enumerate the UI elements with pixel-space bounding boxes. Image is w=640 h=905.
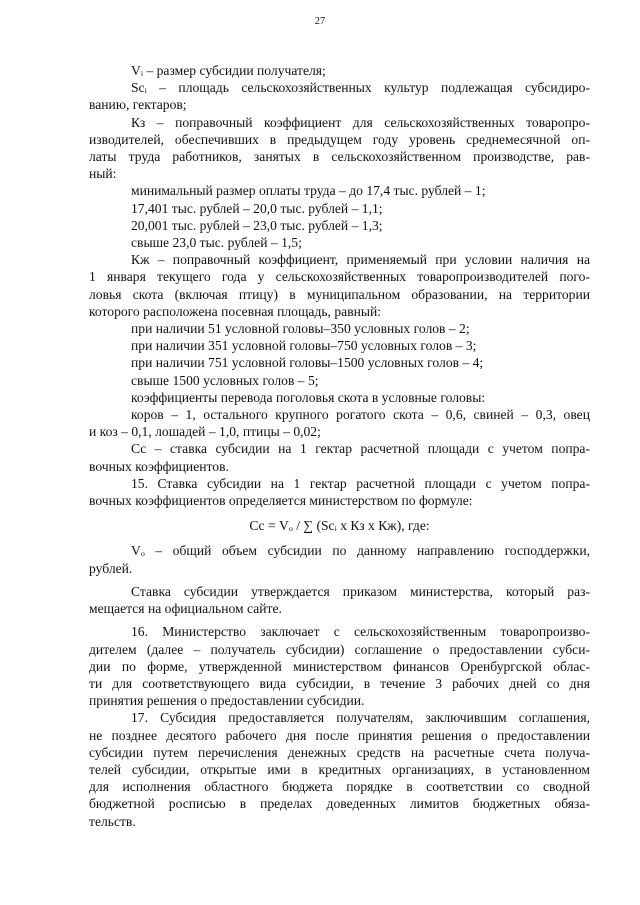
formula: Сс = Vₒ / ∑ (Sсᵢ x Кз x Кж), где: xyxy=(249,518,430,534)
text-line: коров – 1, остального крупного рогатого скота – 0,6, свиней – 0,3, овец xyxy=(131,407,590,423)
text-line: ти для соответствующего вида субсидии, в течение 3 рабочих дней со дня xyxy=(89,675,590,691)
text-line: 20,001 тыс. рублей – 23,0 тыс. рублей – 1,3; xyxy=(131,217,383,233)
text-line: при наличии 751 условной головы–1500 условных голов – 4; xyxy=(131,355,484,371)
text-line: Сс – ставка субсидии на 1 гектар расчетной площади с учетом попра- xyxy=(131,441,590,457)
text-line: тельств. xyxy=(89,813,136,829)
text-line: рублей. xyxy=(89,560,133,576)
text-line: которого расположена посевная площадь, равный: xyxy=(89,303,382,319)
text-line: для исполнения областного бюджета порядке в соответствии со сводной xyxy=(89,779,590,795)
text-line: минимальный размер оплаты труда – до 17,4 тыс. рублей – 1; xyxy=(131,183,486,199)
text-line: дии по форме, утвержденной министерством финансов Оренбургской облас- xyxy=(89,658,590,674)
text-line: ный: xyxy=(89,166,117,182)
text-line: 17,401 тыс. рублей – 20,0 тыс. рублей – 1,1; xyxy=(131,200,383,216)
text-line: ванию, гектаров; xyxy=(89,97,187,113)
text-line: мещается на официальном сайте. xyxy=(89,601,282,617)
text-line: 16. Министерство заключает с сельскохозяйственным товаропроизво- xyxy=(131,624,590,640)
text-line: Кз – поправочный коэффициент для сельскохозяйственных товаропро- xyxy=(131,114,590,130)
text-line: свыше 23,0 тыс. рублей – 1,5; xyxy=(131,235,302,251)
page-number: 27 xyxy=(314,16,326,27)
text-line: 17. Субсидия предоставляется получателям, заключившим соглашения, xyxy=(131,710,590,726)
text-line: 1 января текущего года у сельскохозяйственных товаропроизводителей пого- xyxy=(89,269,590,285)
text-line: коэффициенты перевода поголовья скота в условные головы: xyxy=(131,389,486,405)
text-line: Vₒ – общий объем субсидии по данному направлению господдержки, xyxy=(131,543,590,559)
text-line: свыше 1500 условных голов – 5; xyxy=(131,372,319,388)
text-line: латы труда работников, занятых в сельскохозяйственном производстве, рав- xyxy=(89,149,590,165)
text-line: принятия решения о предоставлении субсидии. xyxy=(89,693,365,709)
text-line: изводителей, обеспечивших в предыдущем году уровень среднемесячной оп- xyxy=(89,131,590,147)
text-line: ловья скота (включая птицу) в муниципальном образовании, на территории xyxy=(89,286,590,302)
text-line: Кж – поправочный коэффициент, применяемый при условии наличия на xyxy=(131,252,590,268)
text-line: и коз – 0,1, лошадей – 1,0, птицы – 0,02; xyxy=(89,424,321,440)
document-body xyxy=(89,62,590,830)
text-line: вочных коэффициентов. xyxy=(89,458,229,474)
text-line: Sсᵢ – площадь сельскохозяйственных культур подлежащая субсидиро- xyxy=(131,80,590,96)
text-line: 15. Ставка субсидии на 1 гектар расчетной площади с учетом попра- xyxy=(131,475,590,491)
text-line: при наличии 351 условной головы–750 условных голов – 3; xyxy=(131,338,477,354)
text-line: телей субсидии, открытые ими в кредитных организациях, в установленном xyxy=(89,761,590,777)
text-line: Vᵢ – размер субсидии получателя; xyxy=(131,63,326,78)
text-line: при наличии 51 условной головы–350 условных голов – 2; xyxy=(131,321,470,337)
text-line: вочных коэффициентов определяется министерством по формуле: xyxy=(89,493,473,509)
text-line: Ставка субсидии утверждается приказом министерства, который раз- xyxy=(131,583,590,599)
text-line: бюджетной росписью в пределах доведенных лимитов бюджетных обяза- xyxy=(89,796,590,812)
text-line: субсидии путем перечисления денежных средств на расчетные счета получа- xyxy=(89,744,590,760)
text-line: не позднее десятого рабочего дня после принятия решения о предоставлении xyxy=(89,727,590,743)
text-line: дителем (далее – получатель субсидии) соглашение о предоставлении субси- xyxy=(89,641,590,657)
